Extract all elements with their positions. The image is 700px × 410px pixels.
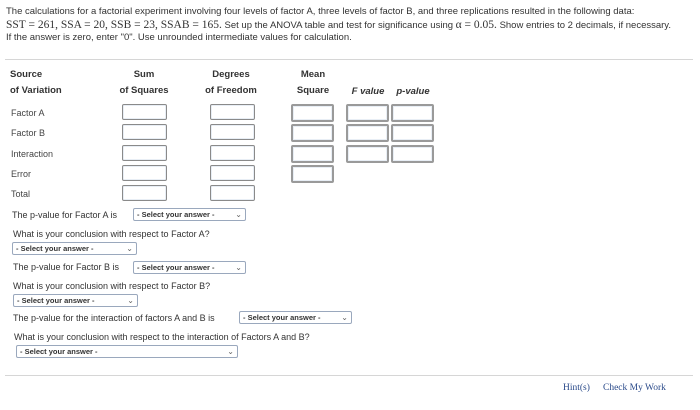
chevron-down-icon: ⌄: [127, 296, 134, 305]
f-interaction-input[interactable]: [346, 145, 389, 163]
row-label-total: Total: [11, 189, 31, 199]
chevron-down-icon: ⌄: [235, 263, 242, 272]
p-factor-a-select[interactable]: - Select your answer - ⌄: [133, 208, 246, 221]
divider: [5, 59, 693, 60]
ms-factor-b-input[interactable]: [291, 124, 334, 142]
f-factor-b-input[interactable]: [346, 124, 389, 142]
ms-interaction-input[interactable]: [291, 145, 334, 163]
p-factor-b-input[interactable]: [391, 124, 434, 142]
row-label-factor-b: Factor B: [11, 128, 46, 138]
question-conclusion-factor-b: What is your conclusion with respect to Factor B?: [13, 281, 211, 291]
given-values: SST = 261, SSA = 20, SSB = 23, SSAB = 165.: [6, 19, 222, 31]
hints-link[interactable]: Hint(s): [563, 383, 590, 393]
question-p-factor-a: The p-value for Factor A is: [12, 210, 118, 220]
ms-factor-a-input[interactable]: [291, 104, 334, 122]
row-label-error: Error: [11, 169, 31, 179]
p-interaction-input[interactable]: [391, 145, 434, 163]
df-total-input[interactable]: [210, 185, 255, 201]
chevron-down-icon: ⌄: [341, 313, 348, 322]
ms-error-input[interactable]: [291, 165, 334, 183]
header-p-value: p-value: [396, 86, 430, 97]
conclusion-factor-b-select[interactable]: - Select your answer - ⌄: [13, 294, 138, 307]
row-label-interaction: Interaction: [11, 149, 54, 159]
alpha-value: α = 0.05.: [455, 19, 497, 31]
header-sum-of-squares: Sum of Squares: [119, 69, 169, 96]
intro-line-3: If the answer is zero, enter "0". Use unrounded intermediate values for calculation.: [6, 32, 352, 43]
conclusion-factor-a-select[interactable]: - Select your answer - ⌄: [12, 242, 137, 255]
question-conclusion-factor-a: What is your conclusion with respect to Factor A?: [13, 229, 210, 239]
ss-error-input[interactable]: [122, 165, 167, 181]
header-f-value: F value: [351, 86, 385, 97]
check-my-work-link[interactable]: Check My Work: [603, 383, 666, 393]
df-factor-a-input[interactable]: [210, 104, 255, 120]
chevron-down-icon: ⌄: [126, 244, 133, 253]
p-factor-b-select[interactable]: - Select your answer - ⌄: [133, 261, 246, 274]
conclusion-interaction-select[interactable]: - Select your answer - ⌄: [16, 345, 238, 358]
intro-line-1: The calculations for a factorial experiment involving four levels of factor A, three levels of factor B, and three replications resulted in the following data:: [6, 6, 635, 17]
chevron-down-icon: ⌄: [235, 210, 242, 219]
ss-factor-a-input[interactable]: [122, 104, 167, 120]
df-factor-b-input[interactable]: [210, 124, 255, 140]
p-interaction-select[interactable]: - Select your answer - ⌄: [239, 311, 352, 324]
footer-divider: [5, 375, 693, 376]
question-conclusion-interaction: What is your conclusion with respect to the interaction of Factors A and B?: [14, 332, 310, 342]
header-degrees-of-freedom: Degrees of Freedom: [205, 69, 257, 96]
intro-line-2-text: Set up the ANOVA table and test for significance using: [224, 20, 454, 31]
header-source: Source of Variation: [10, 69, 62, 96]
row-label-factor-a: Factor A: [11, 108, 45, 118]
df-interaction-input[interactable]: [210, 145, 255, 161]
p-factor-a-input[interactable]: [391, 104, 434, 122]
chevron-down-icon: ⌄: [227, 347, 234, 356]
intro-line-2: [6, 19, 696, 32]
ss-factor-b-input[interactable]: [122, 124, 167, 140]
f-factor-a-input[interactable]: [346, 104, 389, 122]
header-mean-square: Mean Square: [296, 69, 330, 96]
ss-total-input[interactable]: [122, 185, 167, 201]
problem-statement: [6, 6, 696, 44]
df-error-input[interactable]: [210, 165, 255, 181]
question-p-interaction: The p-value for the interaction of factors A and B is: [13, 313, 215, 323]
ss-interaction-input[interactable]: [122, 145, 167, 161]
intro-line-2-tail: Show entries to 2 decimals, if necessary.: [499, 20, 671, 31]
question-p-factor-b: The p-value for Factor B is: [13, 262, 120, 272]
